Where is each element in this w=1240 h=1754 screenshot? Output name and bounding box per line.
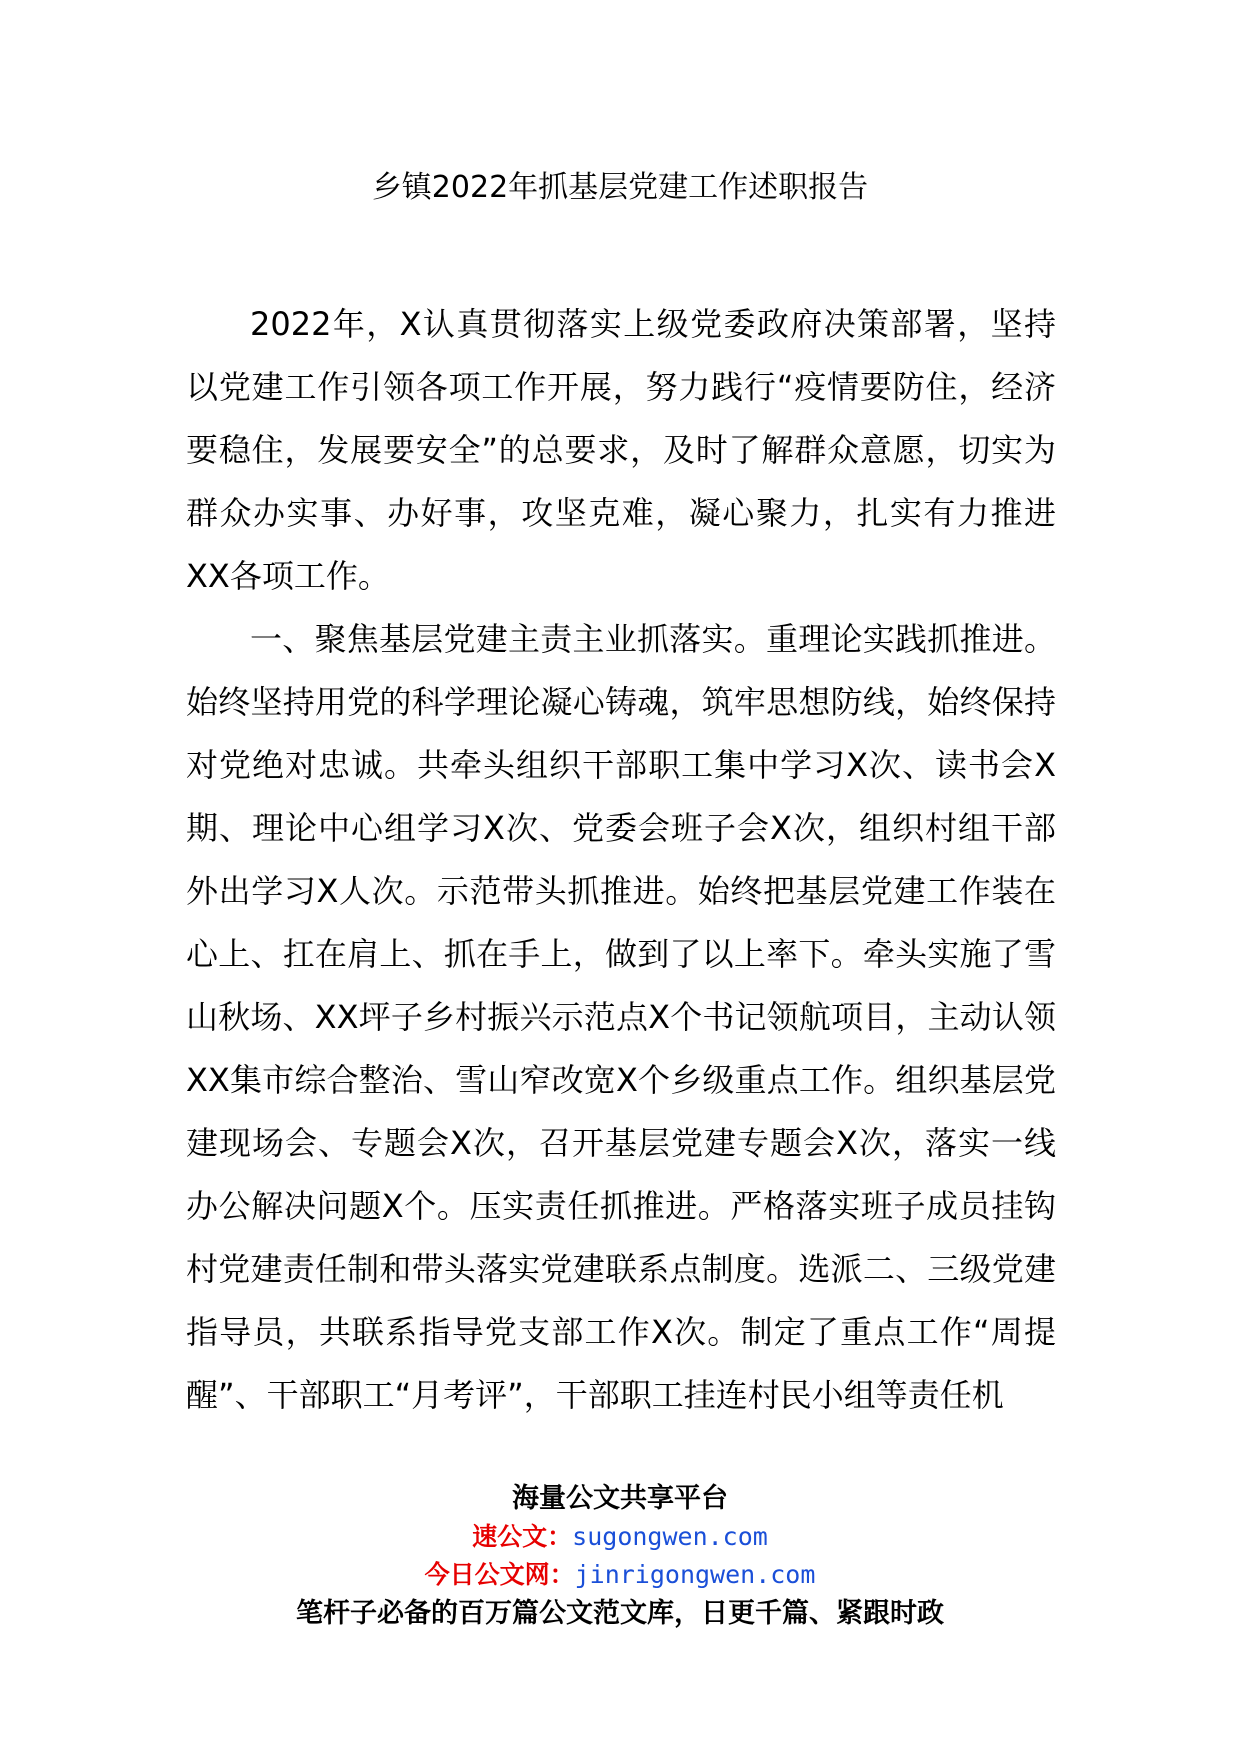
footer-site-jinrigongwen-name: 今日公文网： xyxy=(424,1560,575,1589)
document-title: 乡镇2022年抓基层党建工作述职报告 xyxy=(371,170,869,205)
footer-site-sugongwen-name: 速公文： xyxy=(472,1522,573,1551)
paragraph-intro: 2022年，X认真贯彻落实上级党委政府决策部署，坚持以党建工作引领各项工作开展，努力践行“疫情要防住，经济要稳住，发展要安全”的总要求，及时了解群众意愿，切实为群众办实事、办好事，攻坚克难，凝心聚力，扎实有力推进XX各项工作。 xyxy=(186,305,1056,595)
footer-platform-title: 海量公文共享平台 xyxy=(512,1483,728,1514)
footer-site-sugongwen-link[interactable]: sugongwen.com xyxy=(572,1522,768,1551)
footer-banner xyxy=(0,1480,1240,1634)
footer-site-sugongwen xyxy=(0,1518,1240,1556)
document-body xyxy=(186,293,1056,1427)
footer-site-jinrigongwen xyxy=(0,1556,1240,1594)
footer-site-jinrigongwen-link[interactable]: jinrigongwen.com xyxy=(574,1560,816,1589)
footer-slogan: 笔杆子必备的百万篇公文范文库，日更千篇、紧跟时政 xyxy=(296,1598,944,1629)
paragraph-section-one: 一、聚焦基层党建主责主业抓落实。重理论实践抓推进。始终坚持用党的科学理论凝心铸魂，筑牢思想防线，始终保持对党绝对忠诚。共牵头组织干部职工集中学习X次、读书会X期、理论中心组学习X次、党委会班子会X次，组织村组干部外出学习X人次。示范带头抓推进。始终把基层党建工作装在心上、扛在肩上、抓在手上，做到了以上率下。牵头实施了雪山秋场、XX坪子乡村振兴示范点X个书记领航项目，主动认领XX集市综合整治、雪山窄改宽X个乡级重点工作。组织基层党建现场会、专题会X次，召开基层党建专题会X次，落实一线办公解决问题X个。压实责任抓推进。严格落实班子成员挂钩村党建责任制和带头落实党建联系点制度。选派二、三级党建指导员，共联系指导党支部工作X次。制定了重点工作“周提醒”、干部职工“月考评”，干部职工挂连村民小组等责任机 xyxy=(186,620,1056,1414)
